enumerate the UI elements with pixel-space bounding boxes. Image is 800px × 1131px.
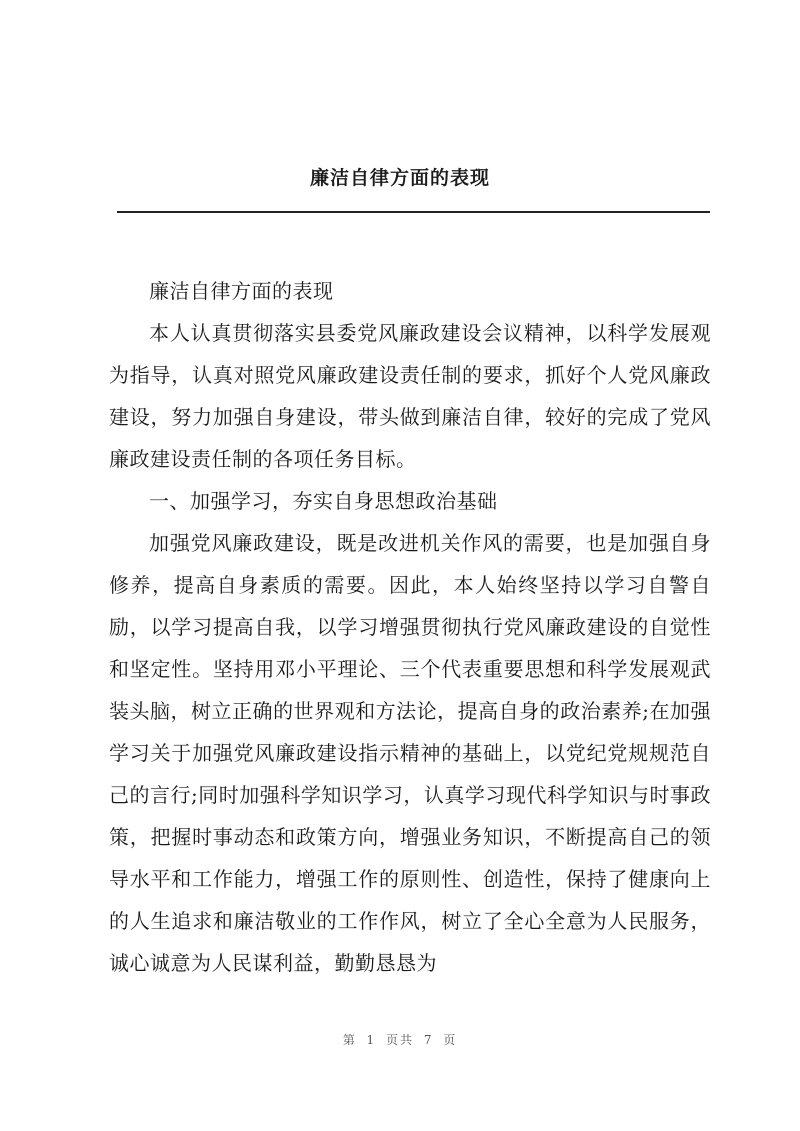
document-title: 廉洁自律方面的表现	[309, 167, 490, 189]
paragraph-heading: 廉洁自律方面的表现	[149, 279, 334, 303]
document-body	[109, 270, 711, 984]
section-heading: 一、加强学习，夯实自身思想政治基础	[149, 489, 498, 513]
title-underline	[117, 211, 710, 213]
paragraph-intro: 本人认真贯彻落实县委党风廉政建设会议精神，以科学发展观为指导，认真对照党风廉政建设责任制的要求，抓好个人党风廉政建设，努力加强自身建设，带头做到廉洁自律，较好的完成了党风廉政建设责任制的各项任务目标。	[109, 321, 711, 471]
paragraph-body: 加强党风廉政建设，既是改进机关作风的需要，也是加强自身修养，提高自身素质的需要。因此，本人始终坚持以学习自警自励，以学习提高自我，以学习增强贯彻执行党风廉政建设的自觉性和坚定性。坚持用邓小平理论、三个代表重要思想和科学发展观武装头脑，树立正确的世界观和方法论，提高自身的政治素养;在加强学习关于加强党风廉政建设指示精神的基础上，以党纪党规规范自己的言行;同时加强科学知识学习，认真学习现代科学知识与时事政策，把握时事动态和政策方向，增强业务知识，不断提高自己的领导水平和工作能力，增强工作的原则性、创造性，保持了健康向上的人生追求和廉洁敬业的工作作风，树立了全心全意为人民服务，诚心诚意为人民谋利益，勤勤恳恳为	[109, 531, 711, 975]
page-number-footer: 第 1 页共 7 页	[342, 1033, 458, 1047]
